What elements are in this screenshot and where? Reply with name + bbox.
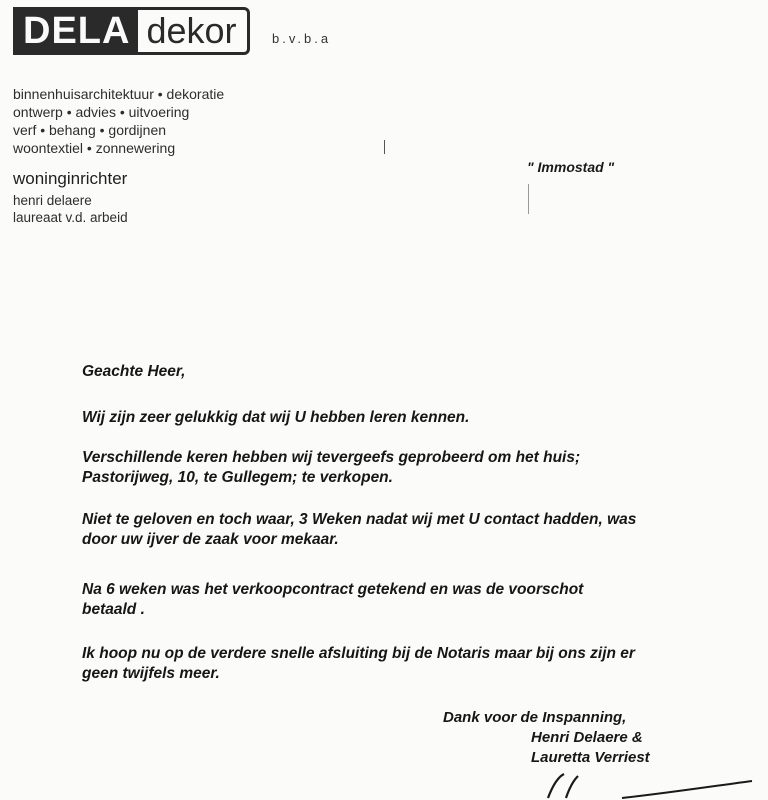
paragraph-line: Niet te geloven en toch waar, 3 Weken nadat wij met U contact hadden, was	[82, 511, 637, 528]
service-line: woontextiel • zonnewering	[13, 140, 176, 156]
paragraph-line: betaald .	[82, 601, 145, 618]
scan-mark	[384, 140, 385, 154]
owner-name: henri delaere	[13, 193, 92, 208]
logo-dekor: dekor	[138, 7, 249, 55]
signature-scribble	[530, 768, 760, 800]
paragraph	[82, 408, 469, 428]
paragraph-line: Pastorijweg, 10, te Gullegem; te verkopen.	[82, 469, 393, 486]
service-line: ontwerp • advies • uitvoering	[13, 104, 190, 120]
paragraph-line: geen twijfels meer.	[82, 665, 220, 682]
scan-mark	[528, 184, 529, 214]
paragraph	[82, 644, 635, 684]
paragraph	[82, 510, 636, 550]
closing-line: Dank voor de Inspanning,	[443, 709, 627, 726]
letterhead-owner	[13, 192, 128, 226]
paragraph	[82, 580, 583, 620]
service-line: binnenhuisarchitektuur • dekoratie	[13, 86, 225, 102]
service-line: verf • behang • gordijnen	[13, 122, 167, 138]
paragraph-line: Verschillende keren hebben wij tevergeefs geprobeerd om het huis;	[82, 449, 581, 466]
paragraph-line: door uw ijver de zaak voor mekaar.	[82, 531, 339, 548]
paragraph-line: Ik hoop nu op de verdere snelle afsluiting bij de Notaris maar bij ons zijn er	[82, 645, 635, 662]
signatory: Henri Delaere &	[531, 729, 643, 746]
paragraph-line: Na 6 weken was het verkoopcontract getekend en was de voorschot	[82, 581, 584, 598]
company-logo	[13, 7, 250, 55]
salutation: Geachte Heer,	[82, 363, 186, 380]
paragraph-line: Wij zijn zeer gelukkig dat wij U hebben leren kennen.	[82, 409, 470, 426]
logo-legal-form: b.v.b.a	[272, 31, 332, 46]
owner-laureate: laureaat v.d. arbeid	[13, 210, 128, 225]
paragraph	[82, 448, 580, 488]
logo-dela: DELA	[13, 7, 138, 55]
signatory: Lauretta Verriest	[531, 749, 650, 766]
letter-closing	[443, 708, 650, 768]
recipient: " Immostad "	[527, 159, 615, 175]
letterhead-services	[13, 85, 224, 157]
letterhead-title: woninginrichter	[13, 169, 128, 188]
